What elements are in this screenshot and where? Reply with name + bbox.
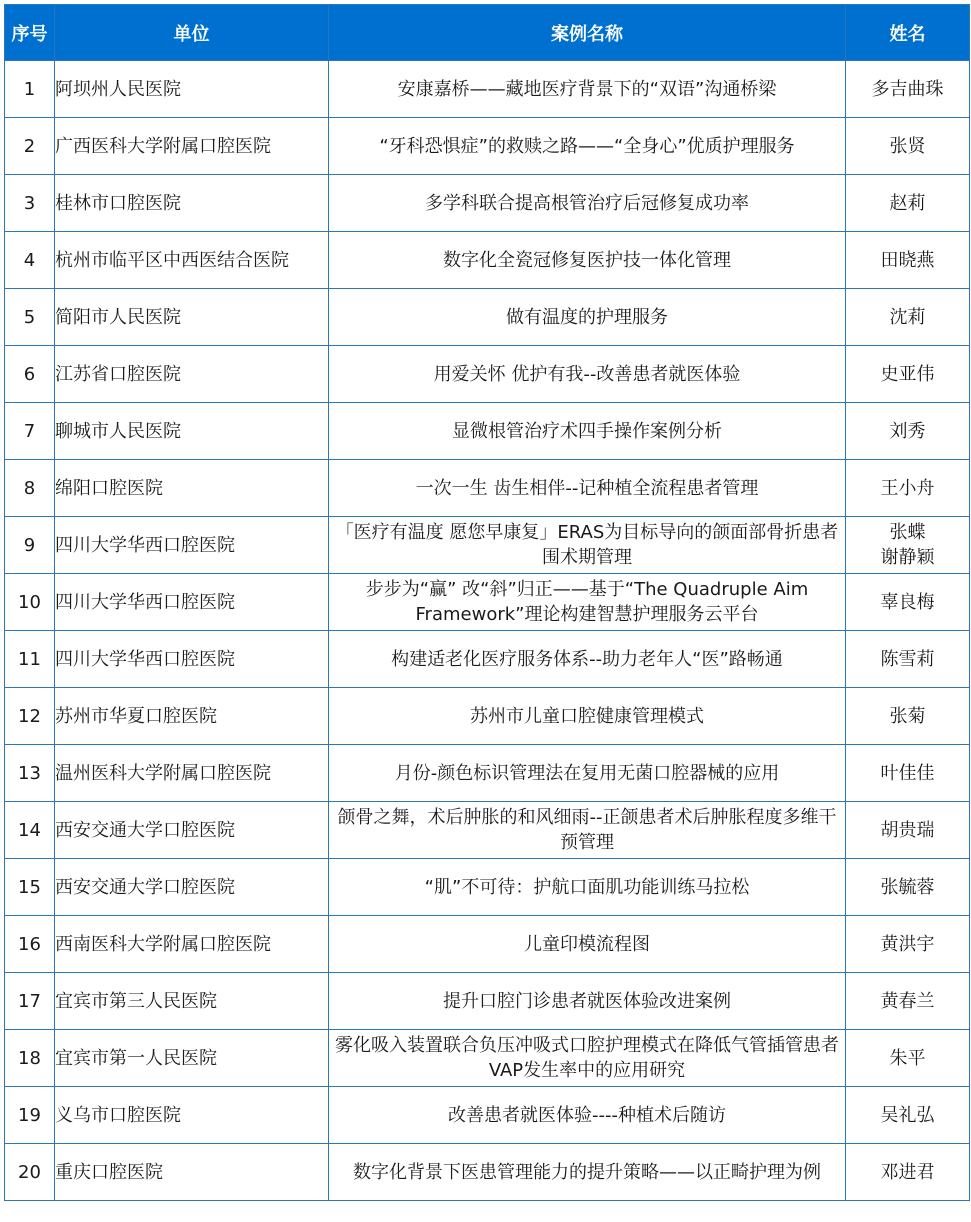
cell-name	[846, 118, 970, 175]
cell-case: 数字化背景下医患管理能力的提升策略——以正畸护理为例	[329, 1144, 846, 1201]
cell-unit: 西安交通大学口腔医院	[55, 859, 329, 916]
cell-case: 安康嘉桥——藏地医疗背景下的“双语”沟通桥梁	[329, 61, 846, 118]
cell-unit: 重庆口腔医院	[55, 1144, 329, 1201]
cell-no: 2	[5, 118, 55, 175]
table-row	[5, 175, 970, 232]
person-name: 黄春兰	[880, 990, 935, 1012]
cell-case: 做有温度的护理服务	[329, 289, 846, 346]
cell-case: 颌骨之舞，术后肿胀的和风细雨--正颌患者术后肿胀程度多维干预管理	[329, 802, 846, 859]
cell-case: 提升口腔门诊患者就医体验改进案例	[329, 973, 846, 1030]
table-row	[5, 1144, 970, 1201]
header-unit: 单位	[55, 5, 329, 61]
person-name: 邓进君	[880, 1161, 935, 1183]
cell-unit: 阿坝州人民医院	[55, 61, 329, 118]
table-row	[5, 916, 970, 973]
cell-unit: 四川大学华西口腔医院	[55, 631, 329, 688]
cell-name	[846, 1030, 970, 1087]
cell-no: 3	[5, 175, 55, 232]
cell-case: 改善患者就医体验----种植术后随访	[329, 1087, 846, 1144]
cell-no: 1	[5, 61, 55, 118]
cell-case: 苏州市儿童口腔健康管理模式	[329, 688, 846, 745]
cell-unit: 简阳市人民医院	[55, 289, 329, 346]
person-name: 张菊	[889, 705, 926, 727]
cell-unit: 广西医科大学附属口腔医院	[55, 118, 329, 175]
cell-name	[846, 346, 970, 403]
person-name: 黄洪宇	[880, 933, 935, 955]
table-row	[5, 403, 970, 460]
cell-name	[846, 1144, 970, 1201]
cell-case: 数字化全瓷冠修复医护技一体化管理	[329, 232, 846, 289]
cell-no: 8	[5, 460, 55, 517]
cell-case: 用爱关怀 优护有我--改善患者就医体验	[329, 346, 846, 403]
cell-no: 5	[5, 289, 55, 346]
cell-case: 步步为“赢” 改“斜”归正——基于“The Quadruple Aim Framework”理论构建智慧护理服务云平台	[329, 574, 846, 631]
cell-case: 雾化吸入装置联合负压冲吸式口腔护理模式在降低气管插管患者VAP发生率中的应用研究	[329, 1030, 846, 1087]
header-no: 序号	[5, 5, 55, 61]
cell-unit: 四川大学华西口腔医院	[55, 517, 329, 574]
cell-name	[846, 859, 970, 916]
person-name: 陈雪莉	[880, 648, 935, 670]
person-name: 史亚伟	[880, 363, 935, 385]
cell-case: “肌”不可待：护航口面肌功能训练马拉松	[329, 859, 846, 916]
cell-unit: 绵阳口腔医院	[55, 460, 329, 517]
person-name: 王小舟	[880, 477, 935, 499]
cell-unit: 义乌市口腔医院	[55, 1087, 329, 1144]
cell-no: 6	[5, 346, 55, 403]
cell-name	[846, 517, 970, 574]
cell-name	[846, 289, 970, 346]
cell-case: 构建适老化医疗服务体系--助力老年人“医”路畅通	[329, 631, 846, 688]
person-name: 田晓燕	[880, 249, 935, 271]
person-name: 张蝶	[889, 522, 926, 543]
table-row	[5, 574, 970, 631]
cell-no: 16	[5, 916, 55, 973]
cell-name	[846, 631, 970, 688]
cell-name	[846, 61, 970, 118]
cell-unit: 四川大学华西口腔医院	[55, 574, 329, 631]
table-row	[5, 688, 970, 745]
cell-name	[846, 688, 970, 745]
cell-no: 17	[5, 973, 55, 1030]
cell-no: 7	[5, 403, 55, 460]
cell-case: 多学科联合提高根管治疗后冠修复成功率	[329, 175, 846, 232]
table-row	[5, 232, 970, 289]
person-name: 叶佳佳	[880, 762, 935, 784]
cell-name	[846, 574, 970, 631]
person-name: 赵莉	[889, 192, 926, 214]
cell-unit: 桂林市口腔医院	[55, 175, 329, 232]
person-name: 吴礼弘	[880, 1104, 935, 1126]
table-row	[5, 631, 970, 688]
cell-case: 一次一生 齿生相伴--记种植全流程患者管理	[329, 460, 846, 517]
person-name: 谢静颖	[880, 547, 935, 568]
table-row	[5, 118, 970, 175]
cell-name	[846, 745, 970, 802]
table-row	[5, 802, 970, 859]
cell-unit: 西安交通大学口腔医院	[55, 802, 329, 859]
table-row	[5, 859, 970, 916]
cell-name	[846, 916, 970, 973]
cell-case: 儿童印模流程图	[329, 916, 846, 973]
cell-name	[846, 175, 970, 232]
table-row	[5, 1087, 970, 1144]
table-row	[5, 460, 970, 517]
person-name: 辜良梅	[880, 591, 935, 613]
cell-name	[846, 403, 970, 460]
table-row	[5, 517, 970, 574]
cell-name	[846, 460, 970, 517]
cell-unit: 聊城市人民医院	[55, 403, 329, 460]
cell-name	[846, 232, 970, 289]
person-name: 朱平	[889, 1047, 926, 1069]
cell-case: 月份-颜色标识管理法在复用无菌口腔器械的应用	[329, 745, 846, 802]
header-name: 姓名	[846, 5, 970, 61]
cell-unit: 温州医科大学附属口腔医院	[55, 745, 329, 802]
cell-no: 11	[5, 631, 55, 688]
person-name: 张毓蓉	[880, 876, 935, 898]
cell-no: 13	[5, 745, 55, 802]
cell-no: 4	[5, 232, 55, 289]
person-name: 沈莉	[889, 306, 926, 328]
cell-unit: 苏州市华夏口腔医院	[55, 688, 329, 745]
cell-no: 20	[5, 1144, 55, 1201]
cell-unit: 宜宾市第一人民医院	[55, 1030, 329, 1087]
cell-no: 18	[5, 1030, 55, 1087]
cases-table	[4, 4, 970, 1201]
cell-no: 10	[5, 574, 55, 631]
cell-unit: 杭州市临平区中西医结合医院	[55, 232, 329, 289]
cell-unit: 江苏省口腔医院	[55, 346, 329, 403]
cell-no: 9	[5, 517, 55, 574]
cell-name	[846, 802, 970, 859]
table-row	[5, 61, 970, 118]
table-body	[5, 61, 970, 1201]
cell-unit: 宜宾市第三人民医院	[55, 973, 329, 1030]
header-case: 案例名称	[329, 5, 846, 61]
cell-name	[846, 973, 970, 1030]
cell-no: 12	[5, 688, 55, 745]
table-row	[5, 346, 970, 403]
person-name: 多吉曲珠	[871, 78, 944, 100]
header-row	[5, 5, 970, 61]
table-row	[5, 745, 970, 802]
cell-name	[846, 1087, 970, 1144]
table-row	[5, 289, 970, 346]
cell-no: 19	[5, 1087, 55, 1144]
table-row	[5, 1030, 970, 1087]
cell-no: 15	[5, 859, 55, 916]
cell-case: “牙科恐惧症”的救赎之路——“全身心”优质护理服务	[329, 118, 846, 175]
cell-case: 显微根管治疗术四手操作案例分析	[329, 403, 846, 460]
person-name: 胡贵瑞	[880, 819, 935, 841]
cell-unit: 西南医科大学附属口腔医院	[55, 916, 329, 973]
cell-case: 「医疗有温度 愿您早康复」ERAS为目标导向的颌面部骨折患者围术期管理	[329, 517, 846, 574]
table-row	[5, 973, 970, 1030]
person-name: 张贤	[889, 135, 926, 157]
person-name: 刘秀	[889, 420, 926, 442]
cell-no: 14	[5, 802, 55, 859]
